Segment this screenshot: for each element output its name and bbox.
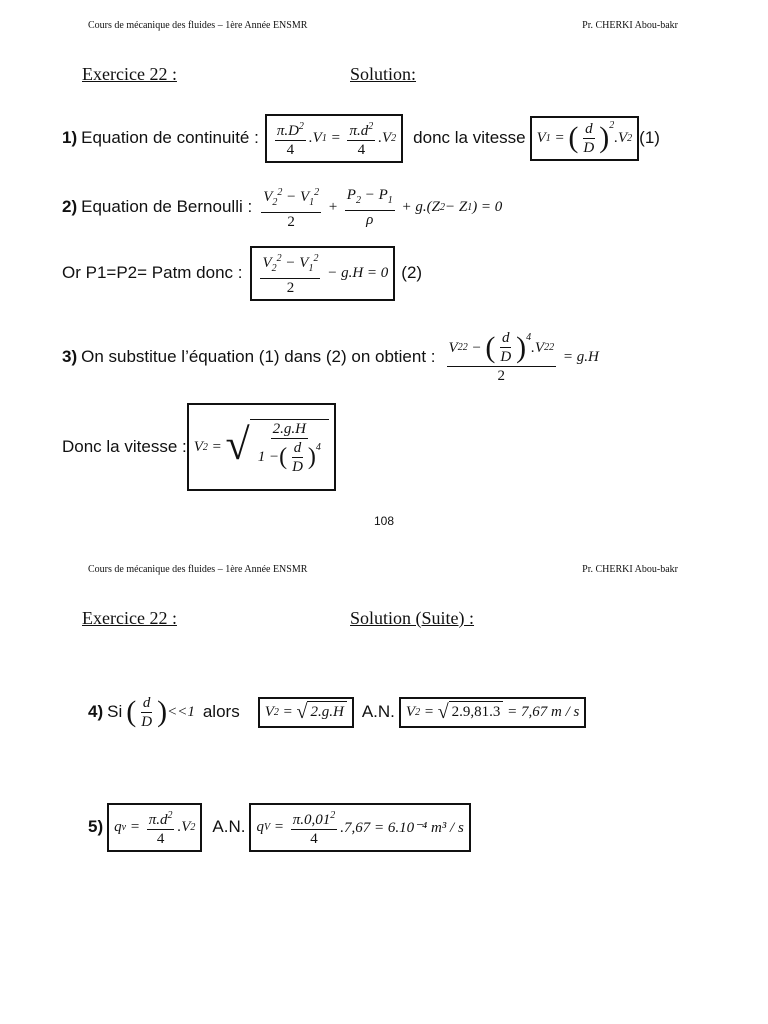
item-2-number: 2) [62, 197, 78, 216]
or-text: Or P1=P2= Patm donc : [62, 263, 243, 282]
item-4-number: 4) [88, 702, 104, 721]
item-1-mid-text: donc la vitesse [413, 128, 526, 147]
item-3 [62, 320, 599, 394]
item-3-number: 3) [62, 347, 78, 366]
continuity-equation: $\frac{\pi.D^2}{4}$ .V 1 = $\frac{\pi.d^2}{4}$ .V 2 [265, 114, 403, 163]
velocity-numeric: V 2 = √ 2.9,81.3 = 7,67 m / s [399, 697, 587, 728]
solution-title-2: Solution (Suite) : [350, 608, 475, 628]
item-4-an: A.N. [361, 702, 395, 721]
velocity-v2-equation: V 2 = √ 2.g.H 1 − ( $\frac{d}{D}$ ) $^4$ [187, 403, 336, 491]
header-left-2: Cours de mécanique des fluides – 1ère Année ENSMR [88, 564, 308, 575]
item-5-an: A.N. [212, 817, 246, 836]
flow-rate-equation: q v = $\frac{\pi.d^2}{4}$ .V 2 [107, 803, 202, 852]
item-1-text: Equation de continuité : [81, 128, 259, 147]
equation-2: $\frac{V_2^2 - V_1^2}{2}$ − g.H = 0 [250, 246, 395, 301]
header-left: Cours de mécanique des fluides – 1ère Année ENSMR [88, 20, 308, 31]
item-4-si: Si [107, 702, 123, 721]
item-5 [88, 796, 471, 858]
velocity-v1-equation: V 1 = ( $\frac{d}{D}$ ) $^2$ .V 2 [530, 116, 640, 161]
bernoulli-equation: $\frac{V_2^2 - V_1^2}{2}$ + $\frac{P_2 - P_1}{\rho}$ + g.(Z 2 − Z 1 ) = 0 [258, 184, 502, 231]
donc-line [62, 402, 336, 492]
solution-title: Solution: [350, 64, 417, 84]
flow-rate-result: .7,67 = 6.10⁻⁴ m³ / s [340, 819, 464, 836]
item-3-text: On substitue l’équation (1) dans (2) on obtient : [81, 347, 436, 366]
exercise-title: Exercice 22 : [82, 64, 177, 84]
header-right: Pr. CHERKI Abou-bakr [582, 20, 678, 31]
velocity-approx-equation: V 2 = √ 2.g.H [258, 697, 354, 728]
substitution-equation: V 2 2 − ( $\frac{d}{D}$ ) $^4$ .V $_2$ 2 2 = g.H [448, 330, 599, 384]
item-2 [62, 182, 502, 232]
page-number: 108 [374, 514, 395, 528]
item-2-text: Equation de Bernoulli : [81, 197, 253, 216]
item-1-number: 1) [62, 128, 78, 147]
header-right-2: Pr. CHERKI Abou-bakr [582, 564, 678, 575]
velocity-result: = 7,67 m / s [507, 703, 580, 720]
or-tag: (2) [401, 263, 423, 282]
item-5-number: 5) [88, 817, 104, 836]
item-1 [62, 108, 660, 168]
exercise-title-2: Exercice 22 : [82, 608, 177, 628]
donc-text: Donc la vitesse : [62, 437, 187, 456]
condition-expression: ( $\frac{d}{D}$ ) <<1 [126, 694, 195, 730]
item-4 [88, 684, 586, 740]
item-4-alors: alors [202, 702, 240, 721]
or-line [62, 246, 422, 300]
flow-rate-numeric: q V = $\frac{\pi.0,01^2}{4}$ .7,67 = 6.10⁻⁴ m³ / s [249, 803, 470, 852]
item-1-tag: (1) [639, 128, 660, 147]
